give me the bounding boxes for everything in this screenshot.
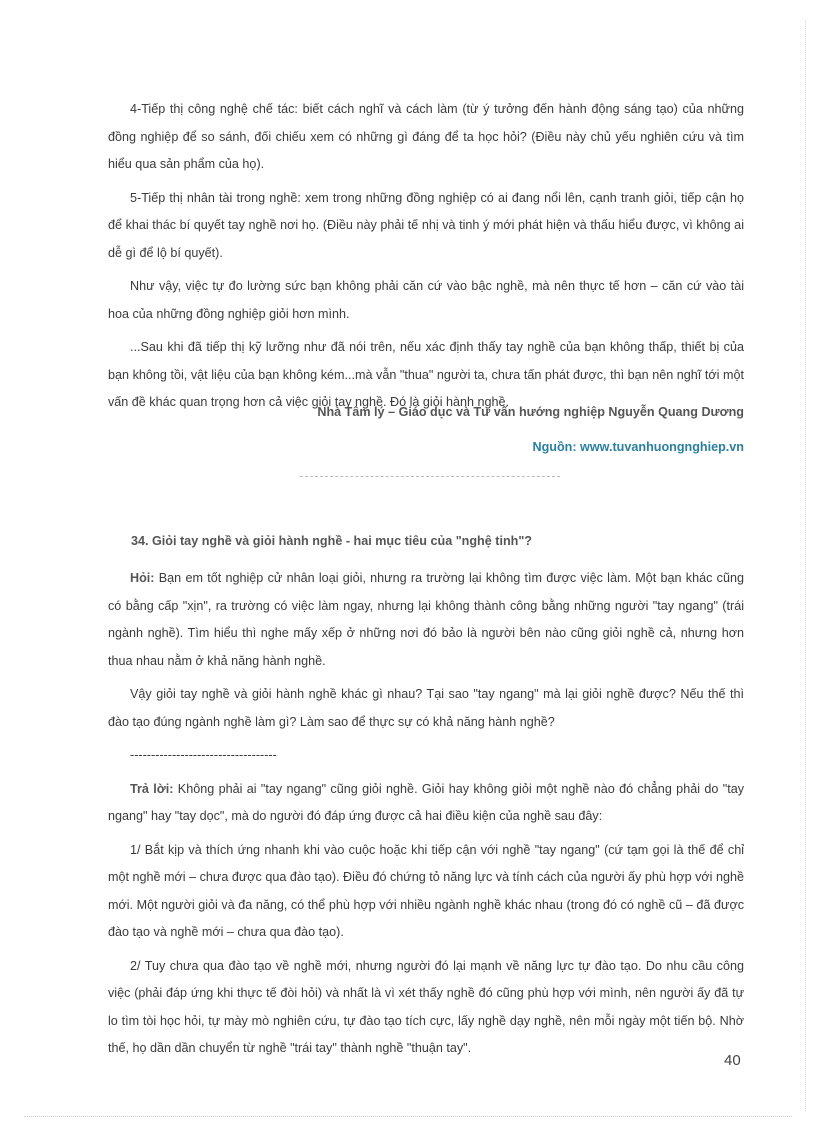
- page-number: 40: [724, 1052, 741, 1069]
- paragraph-summary: ...Sau khi đã tiếp thị kỹ lưỡng như đã nói trên, nếu xác định thấy tay nghề của bạn không thấp, thiết bị của bạn không tồi, vật liệu của bạn không kém...mà vẫn "thua" người ta, chưa tấn phát được, thì bạn nên nghĩ tới một vấn đề khác quan trọng hơn cả việc giỏi tay nghề. Đó là giỏi hành nghề.: [108, 340, 744, 409]
- paragraph-5: 5-Tiếp thị nhân tài trong nghề: xem trong những đồng nghiệp có ai đang nổi lên, cạnh tranh giỏi, tiếp cận họ để khai thác bí quyết tay nghề nơi họ. (Điều này phải tế nhị và tinh ý mới phát hiện và thấu hiểu được, vì không ai dễ gì để lộ bí quyết).: [108, 190, 744, 260]
- question-heading: 34. Giỏi tay nghề và giỏi hành nghề - hai mục tiêu của "nghệ tinh"?: [131, 534, 532, 548]
- answer-point-2: 2/ Tuy chưa qua đào tạo về nghề mới, nhưng người đó lại mạnh về năng lực tự đào tạo. Do nhu cầu công việc (phải đáp ứng khi thực tế đòi hỏi) và nhất là vì xét thấy nghề đó cũng phù hợp với mình, nên người ấy đã tự lo tìm tòi học hỏi, tự mày mò nghiên cứu, tự đào tạo tích cực, lấy nghề dạy nghề, nên mỗi ngày một tiến bộ. Nhờ thế, họ dần dần chuyển từ nghề "trái tay" thành nghề "thuận tay".: [108, 958, 744, 1055]
- qa-separator: -----------------------------------: [130, 748, 277, 762]
- section-top: [108, 96, 744, 417]
- answer-point-1: 1/ Bắt kịp và thích ứng nhanh khi vào cuộc hoặc khi tiếp cận với nghề "tay ngang" (cứ tạm gọi là thế để chỉ một nghề mới – chưa được qua đào tạo). Điều đó chứng tỏ năng lực và tính cách của người ấy phù hợp với nghề mới. Một người giỏi và đa năng, có thể phù hợp với nhiều ngành nghề khác nhau (trong đó có nghề cũ – đã được đào tạo và nghề mới – chưa qua đào tạo).: [108, 842, 744, 939]
- section-qa: [108, 565, 744, 1063]
- author-signature: Nhà Tâm lý – Giáo dục và Tư vấn hướng nghiệp Nguyễn Quang Dương: [317, 405, 744, 419]
- paragraph-conclusion: Như vậy, việc tự đo lường sức bạn không phải căn cứ vào bậc nghề, mà nên thực tế hơn – căn cứ vào tài hoa của những đồng nghiệp giỏi hơn mình.: [108, 279, 744, 321]
- paragraph-4: 4-Tiếp thị công nghệ chế tác: biết cách nghĩ và cách làm (từ ý tưởng đến hành động sáng tạo) của những đồng nghiệp để so sánh, đối chiếu xem có những gì đáng để ta học hỏi? (Điều này chủ yếu nghiên cứu và tìm hiểu qua sản phẩm của họ).: [108, 102, 744, 171]
- answer-text: Không phải ai "tay ngang" cũng giỏi nghề. Giỏi hay không giỏi một nghề nào đó chẳng phải do "tay ngang" hay "tay dọc", mà do người đó đáp ứng được cả hai điều kiện của nghề sau đây:: [108, 781, 745, 823]
- question-label: Hỏi:: [130, 571, 155, 585]
- source-link[interactable]: Nguồn: www.tuvanhuongnghiep.vn: [532, 440, 744, 454]
- page-bottom-border: [24, 1116, 792, 1117]
- answer-paragraph: [108, 776, 744, 831]
- question-text: Bạn em tốt nghiệp cử nhân loại giỏi, nhưng ra trường lại không tìm được việc làm. Một bạn khác cũng có bằng cấp "xịn", ra trường có việc làm ngay, nhưng lại không thành công bằng những người "tay ngang" (trái ngành nghề). Tìm hiểu thì nghe mấy xếp ở những nơi đó bảo là người bên nào cũng giỏi nghề cả, nhưng hơn thua nhau nằm ở khả năng hành nghề.: [108, 571, 744, 668]
- section-divider: [300, 476, 560, 477]
- page-right-border: [805, 20, 806, 1111]
- answer-label: Trả lời:: [130, 781, 174, 796]
- question-followup: Vậy giỏi tay nghề và giỏi hành nghề khác gì nhau? Tại sao "tay ngang" mà lại giỏi nghề được? Nếu thế thì đào tạo đúng ngành nghề làm gì? Làm sao để thực sự có khả năng hành nghề?: [108, 687, 744, 729]
- question-paragraph: [108, 565, 744, 675]
